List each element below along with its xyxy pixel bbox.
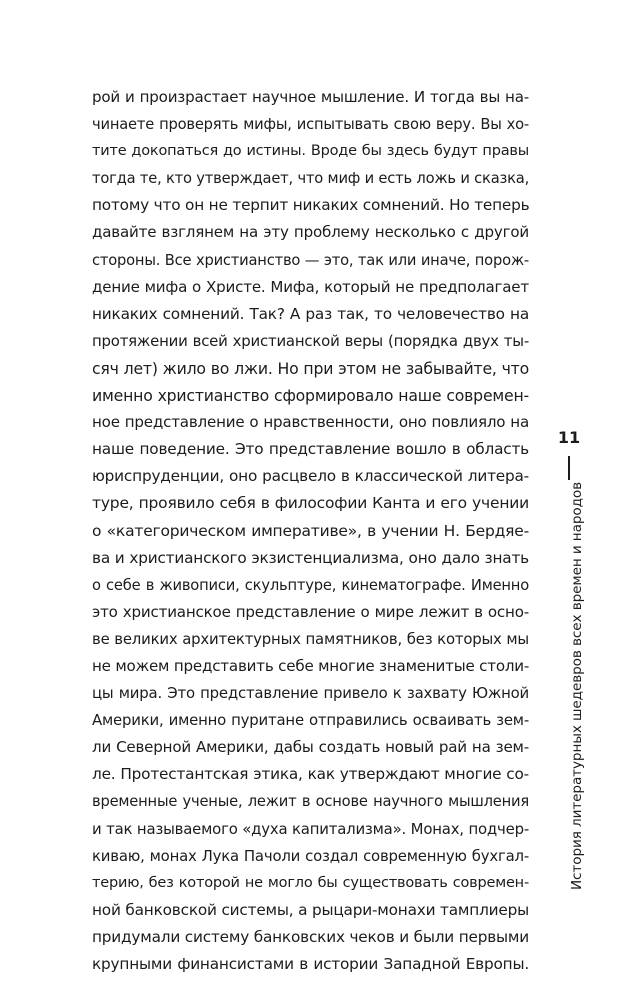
text-line: временные ученые, лежит в основе научного мышления xyxy=(92,793,529,811)
text-line: давайте взглянем на эту проблему несколько с другой xyxy=(92,223,529,242)
text-line: потому что он не терпит никаких сомнений. Но теперь xyxy=(92,196,529,215)
text-line: ли Северной Америки, дабы создать новый рай на зем- xyxy=(92,738,529,757)
text-line: тогда те, кто утверждает, что миф и есть ложь и сказка, xyxy=(92,170,529,188)
page-number: 11 xyxy=(557,428,581,447)
text-line: крупными финансистами в истории Западной Европы. xyxy=(92,955,529,973)
text-line: именно христианство сформировало наше современ- xyxy=(92,386,529,406)
text-line: ле. Протестантская этика, как утверждают многие со- xyxy=(92,765,529,784)
text-line: о себе в живописи, скульптуре, кинематографе. Именно xyxy=(92,576,529,594)
text-line: ве великих архитектурных памятников, без которых мы xyxy=(92,629,529,648)
running-title: История литературных шедевров всех времен и народов xyxy=(569,482,585,891)
text-line: туре, проявило себя в философии Канта и его учении xyxy=(92,494,529,513)
text-line: юриспруденции, оно расцвело в классической литера- xyxy=(92,467,529,486)
text-line: цы мира. Это представление привело к захвату Южной xyxy=(92,684,529,703)
text-line: терию, без которой не могло бы существовать современ- xyxy=(92,874,529,891)
text-line: стороны. Все христианство — это, так или иначе, порож- xyxy=(92,251,529,269)
text-line: ва и христианского экзистенциализма, оно дало знать xyxy=(92,548,529,567)
text-line: ной банковской системы, а рыцари-монахи тамплиеры xyxy=(92,900,529,919)
text-line: сяч лет) жило во лжи. Но при этом не забывайте, что xyxy=(92,358,529,378)
text-line: киваю, монах Лука Пачоли создал современную бухгал- xyxy=(92,846,529,865)
text-line: дение мифа о Христе. Мифа, который не предполагает xyxy=(92,277,529,296)
text-line: ное представление о нравственности, оно повлияло на xyxy=(92,413,529,432)
text-line: Америки, именно пуритане отправились осваивать зем- xyxy=(92,711,529,730)
text-line: это христианское представление о мире лежит в осно- xyxy=(92,602,529,621)
text-line: рой и произрастает научное мышление. И тогда вы на- xyxy=(92,88,529,106)
body-text xyxy=(92,84,529,978)
text-line: тите докопаться до истины. Вроде бы здесь будут правы xyxy=(92,143,529,160)
text-line: чинаете проверять мифы, испытывать свою веру. Вы хо- xyxy=(92,116,529,134)
text-line: о «категорическом императиве», в учении Н. Бердяе- xyxy=(92,521,529,540)
text-line: и так называемого «духа капитализма». Монах, подчер- xyxy=(92,819,529,838)
text-line: никаких сомнений. Так? А раз так, то человечество на xyxy=(92,304,529,323)
text-line: наше поведение. Это представление вошло в область xyxy=(92,440,529,459)
text-line: придумали систему банковских чеков и были первыми xyxy=(92,927,529,946)
page-number-divider xyxy=(568,456,570,480)
text-line: не можем представить себе многие знаменитые столи- xyxy=(92,656,529,675)
text-line: протяжении всей христианской веры (порядка двух ты- xyxy=(92,331,529,350)
